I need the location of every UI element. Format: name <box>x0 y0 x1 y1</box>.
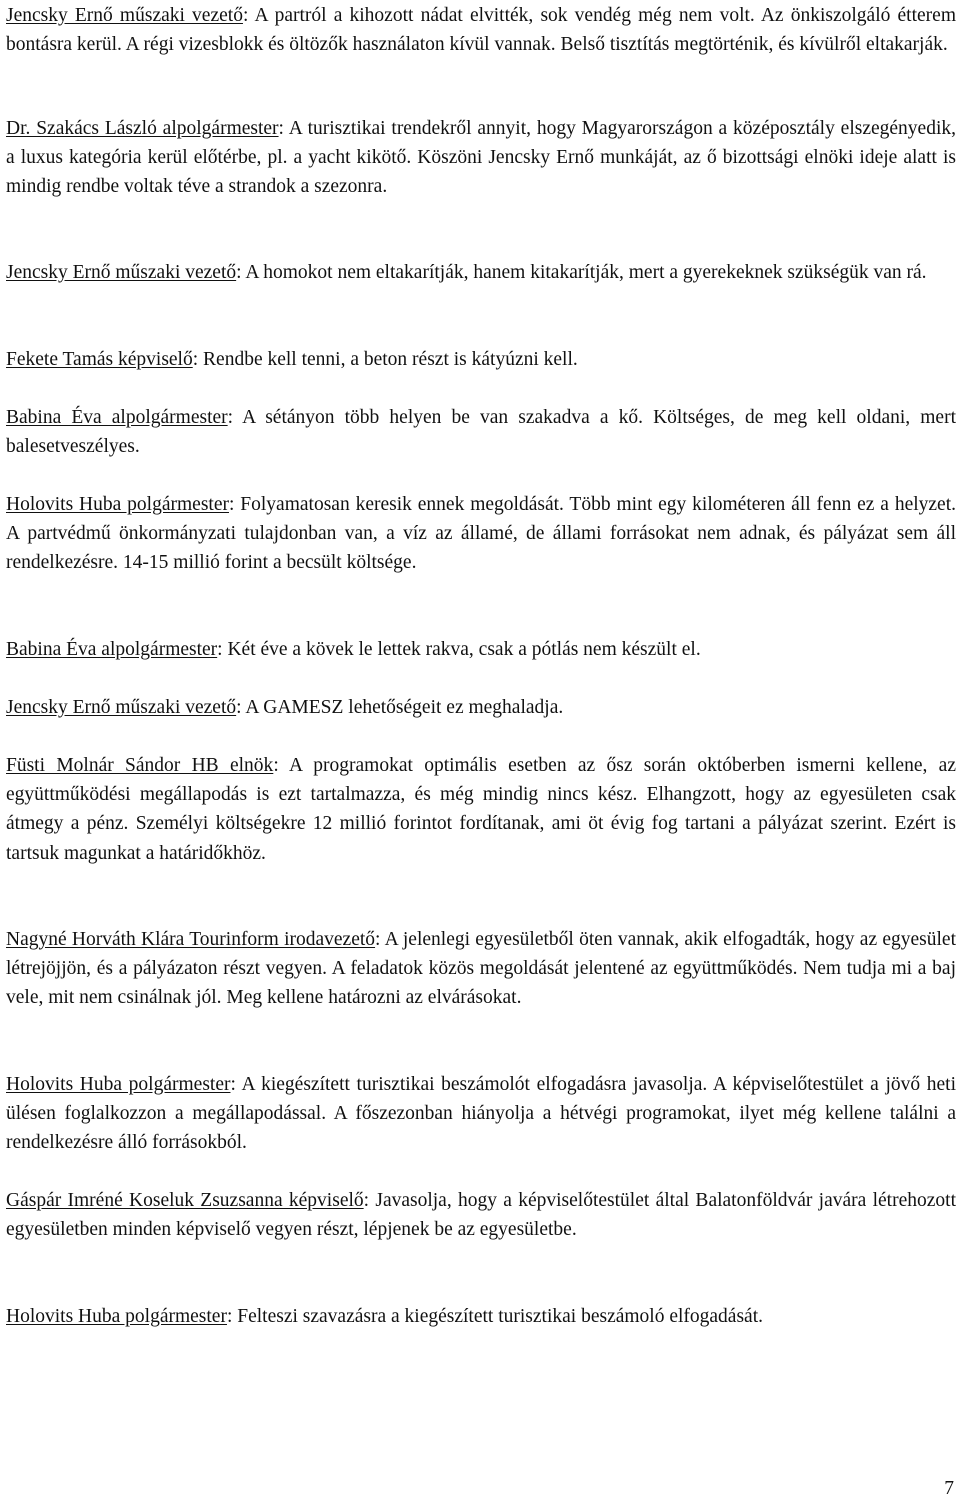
paragraph-nagyne <box>6 925 956 1013</box>
paragraph-fusti <box>6 751 956 868</box>
paragraph-text: : A sétányon több helyen be van szakadva a kő. Költséges, de meg kell oldani, mert balesetveszélyes. <box>6 407 956 458</box>
paragraph-text: : Rendbe kell tenni, a beton részt is kátyúzni kell. <box>192 349 578 370</box>
paragraph-babina-1 <box>6 403 956 461</box>
paragraph-szakacs <box>6 114 956 202</box>
paragraph-jencsky-2 <box>6 258 956 287</box>
speaker-name: Fekete Tamás képviselő <box>6 349 193 370</box>
paragraph-text: : A homokot nem eltakarítják, hanem kitakarítják, mert a gyerekeknek szükségük van rá. <box>236 262 927 283</box>
speaker-name: Jencsky Ernő műszaki vezető <box>6 697 237 718</box>
speaker-name: Füsti Molnár Sándor HB elnök <box>6 755 274 776</box>
paragraph-text: : A programokat optimális esetben az ősz során októberben ismerni kellene, az együttműködési megállapodás is ezt tartalmazza, és még mindig nincs kész. Elhangzott, hogy az egyesületen csak átmegy a pénz. Személyi költségekre 12 millió forintot fordítanak, ami öt évig fog tartani a pályázat szerint. Ezért is tartsuk magunkat a határidőkhöz. <box>6 755 956 864</box>
speaker-name: Holovits Huba polgármester <box>6 1306 227 1327</box>
paragraph-gaspar <box>6 1186 956 1244</box>
speaker-name: Jencsky Ernő műszaki vezető <box>6 262 237 283</box>
paragraph-holovits-1 <box>6 490 956 578</box>
speaker-name: Dr. Szakács László alpolgármester <box>6 118 279 139</box>
paragraph-text: : Két éve a kövek le lettek rakva, csak a pótlás nem készült el. <box>217 639 701 660</box>
speaker-name: Babina Éva alpolgármester <box>6 639 218 660</box>
paragraph-text: : A jelenlegi egyesületből öten vannak, akik elfogadták, hogy az egyesület létrejöjjön, és a pályázaton részt vegyen. A feladatok közös megoldását jelentené az együttműködés. Nem tudja mi a baj vele, mit nem csinálnak jól. Meg kellene határozni az elvárásokat. <box>6 929 956 1009</box>
paragraph-jencsky-3 <box>6 693 956 722</box>
paragraph-jencsky-1 <box>6 1 956 59</box>
speaker-name: Holovits Huba polgármester <box>6 494 229 515</box>
page-number: 7 <box>944 1478 954 1499</box>
paragraph-text: : A partról a kihozott nádat elvitték, sok vendég még nem volt. Az önkiszolgáló étterem bontásra kerül. A régi vizesblokk és öltözők használaton kívül vannak. Belső tisztítás megtörténik, és kívülről eltakarják. <box>6 5 956 56</box>
paragraph-text: : Felteszi szavazásra a kiegészített turisztikai beszámoló elfogadását. <box>226 1306 763 1327</box>
paragraph-text: : A turisztikai trendekről annyit, hogy Magyarországon a középosztály elszegényedik, a luxus kategória kerül előtérbe, pl. a yacht kikötő. Köszöni Jencsky Ernő munkáját, az ő bizottsági elnöki ideje alatt is mindig rendbe voltak téve a strandok a szezonra. <box>6 118 956 198</box>
paragraph-babina-2 <box>6 635 956 664</box>
speaker-name: Nagyné Horváth Klára Tourinform irodavezető <box>6 929 376 950</box>
paragraph-holovits-3 <box>6 1302 956 1331</box>
speaker-name: Jencsky Ernő műszaki vezető <box>6 5 243 26</box>
paragraph-text: : Javasolja, hogy a képviselőtestület által Balatonföldvár javára létrehozott egyesületben minden képviselő vegyen részt, lépjenek be az egyesületbe. <box>6 1190 956 1241</box>
paragraph-text: : A kiegészített turisztikai beszámolót elfogadásra javasolja. A képviselőtestület a jövő heti ülésen foglalkozzon a megállapodással. A főszezonban hiányolja a hétvégi programokat, ilyet még kellene találni a rendelkezésre álló forrásokból. <box>6 1074 956 1154</box>
paragraph-text: : A GAMESZ lehetőségeit ez meghaladja. <box>236 697 564 718</box>
paragraph-text: : Folyamatosan keresik ennek megoldását. Több mint egy kilométeren áll fenn ez a helyzet. A partvédmű önkormányzati tulajdonban van, a víz az államé, de állami forrásokat nem adnak, és pályázat sem áll rendelkezésre. 14-15 millió forint a becsült költsége. <box>6 494 956 574</box>
paragraph-holovits-2 <box>6 1070 956 1158</box>
speaker-name: Holovits Huba polgármester <box>6 1074 231 1095</box>
speaker-name: Gáspár Imréné Koseluk Zsuzsanna képviselő <box>6 1190 364 1211</box>
paragraph-fekete <box>6 345 956 374</box>
speaker-name: Babina Éva alpolgármester <box>6 407 228 428</box>
